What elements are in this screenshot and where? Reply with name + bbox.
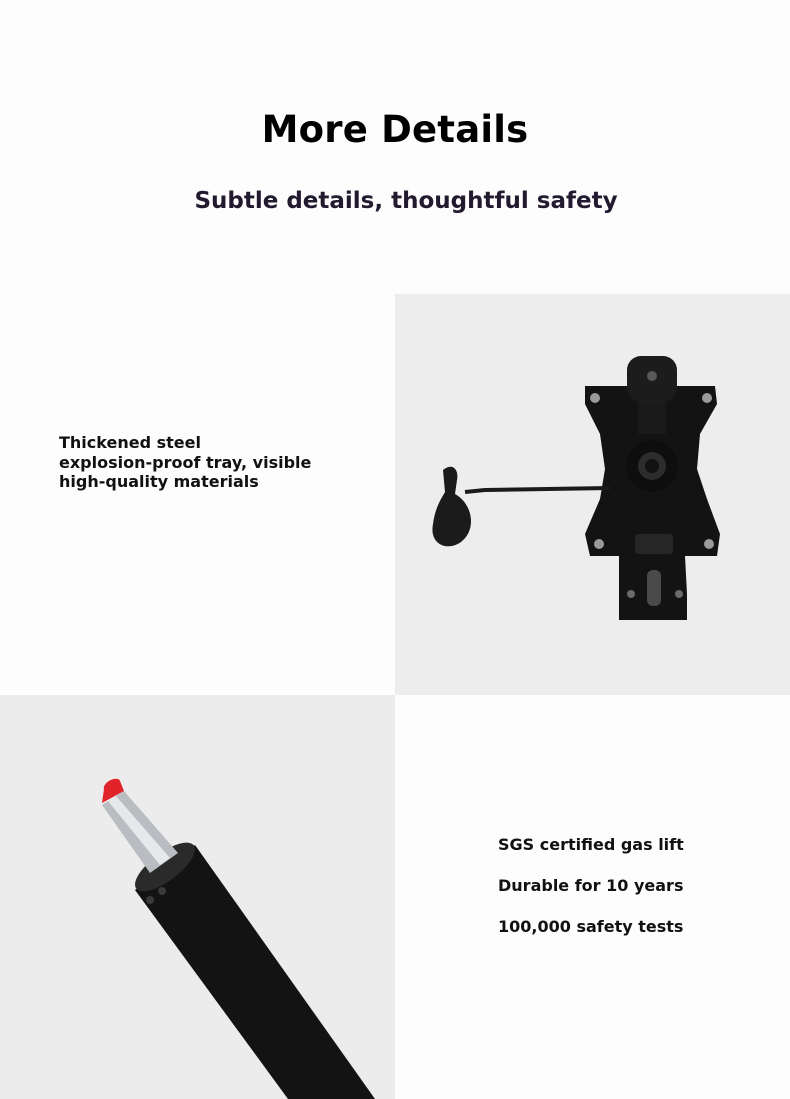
gas-lift-features — [498, 833, 684, 956]
gas-lift-image-panel — [0, 695, 395, 1099]
feature-item: 100,000 safety tests — [498, 917, 684, 936]
gas-lift-cylinder-icon — [0, 695, 395, 1099]
tray-description: Thickened steel explosion-proof tray, visible high-quality materials — [59, 433, 312, 491]
feature-item: Durable for 10 years — [498, 876, 684, 895]
tray-image-panel — [395, 294, 790, 695]
page-title: More Details — [261, 108, 529, 151]
tray-text-panel — [0, 294, 395, 695]
page-subtitle: Subtle details, thoughtful safety — [194, 188, 618, 214]
feature-item: SGS certified gas lift — [498, 835, 684, 854]
chair-tilt-mechanism-icon — [395, 294, 790, 695]
gas-lift-text-panel — [395, 695, 790, 1099]
